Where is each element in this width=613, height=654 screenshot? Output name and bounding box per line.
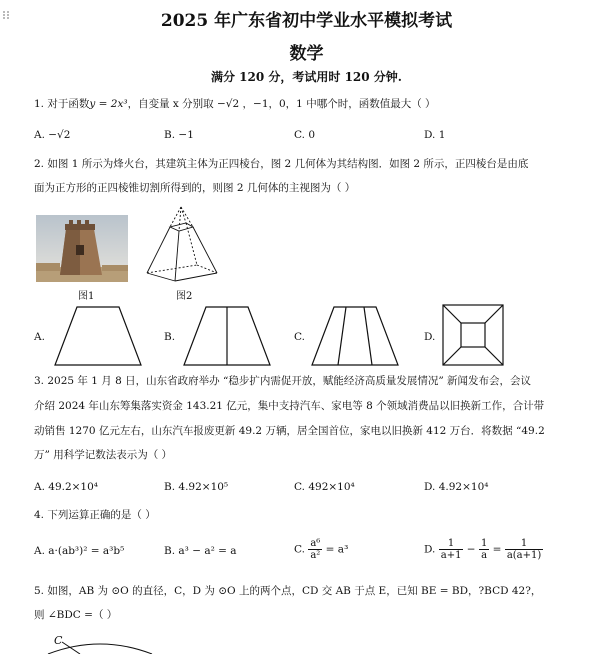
q3-line-3: 动销售 1270 亿元左右，山东汽车报废更新 49.2 万辆，居全国首位，家电以旧换新 412 万台．将数据 “49.2 xyxy=(34,425,545,437)
exam-info: 满分 120 分，考试用时 120 分钟. xyxy=(211,70,402,84)
minus-sign: − xyxy=(466,543,476,556)
q3-option-d[interactable]: D. 4.92×10⁴ xyxy=(424,481,489,493)
beacon-tower-photo xyxy=(36,215,128,282)
q4-option-d[interactable] xyxy=(424,538,543,561)
q5-line-1: 5. 如图，AB 为 ⊙O 的直径，C，D 为 ⊙O 上的两个点，CD 交 AB 于点 E，已知 BE = BD，?BCD 42?， xyxy=(34,585,542,597)
q4-option-c-rhs: = a³ xyxy=(325,543,349,556)
q4-option-d-fraction-2 xyxy=(479,538,489,561)
q3-line-1: 3. 2025 年 1 月 8 日，山东省政府举办 “稳步扩内需促开放，赋能经济高质量发展情况” 新闻发布会，会议 xyxy=(34,375,532,387)
q4-option-b[interactable]: B. a³ − a² = a xyxy=(164,545,237,557)
fraction-denominator: a(a+1) xyxy=(506,550,542,561)
q3-option-a[interactable]: A. 49.2×10⁴ xyxy=(34,481,99,493)
fraction-numerator: 1 xyxy=(505,538,543,550)
q4-option-d-label: D. xyxy=(424,543,436,556)
equals-sign: = xyxy=(492,543,502,556)
q3-option-c[interactable]: C. 492×10⁴ xyxy=(294,481,355,493)
q5-point-c-label: C xyxy=(54,634,63,647)
q1-option-b[interactable]: B. −1 xyxy=(164,129,194,141)
q4-option-d-fraction-1 xyxy=(439,538,464,561)
q2-line-1: 2. 如图 1 所示为烽火台，其建筑主体为正四棱台，图 2 几何体为其结构图．如图 2 所示，正四棱台是由底 xyxy=(34,158,529,170)
q2-option-c-figure[interactable] xyxy=(310,305,400,367)
q1-option-a[interactable]: A. −√2 xyxy=(34,129,71,141)
q1-option-d[interactable]: D. 1 xyxy=(424,129,446,141)
fig2-caption: 图2 xyxy=(176,291,193,302)
fraction-numerator: 1 xyxy=(439,538,464,550)
q2-option-b-label[interactable]: B. xyxy=(164,331,176,343)
q5-circle-figure xyxy=(40,640,160,654)
q1-stem-b: ，自变量 x 分别取 −√2 ，−1，0，1 中哪个时，函数值最大（ ） xyxy=(127,98,436,110)
fraction-denominator: a+1 xyxy=(440,550,462,561)
q1-option-c[interactable]: C. 0 xyxy=(294,129,316,141)
q4-option-d-fraction-3 xyxy=(505,538,543,561)
q5-line-2: 则 ∠BDC =（ ） xyxy=(34,609,118,621)
q3-option-b[interactable]: B. 4.92×10⁵ xyxy=(164,481,229,493)
q1-function: y = 2x³ xyxy=(89,98,128,110)
q1-stem xyxy=(34,97,436,111)
fraction-numerator: 1 xyxy=(480,538,488,549)
q2-option-b-figure[interactable] xyxy=(182,305,272,367)
q4-option-c[interactable] xyxy=(294,538,348,561)
frustum-structure-figure xyxy=(141,205,223,285)
q2-line-2: 面为正方形的正四棱锥切割所得到的，则图 2 几何体的主视图为（ ） xyxy=(34,182,356,194)
q4-option-c-fraction xyxy=(308,538,322,561)
fraction-denominator: a² xyxy=(310,550,321,561)
q2-option-a-label[interactable]: A. xyxy=(34,331,45,343)
q1-stem-a: 1. 对于函数 xyxy=(34,98,90,110)
fraction-numerator: a⁶ xyxy=(310,538,321,549)
fraction-denominator: a xyxy=(481,550,488,561)
q2-option-a-figure[interactable] xyxy=(53,305,143,367)
q3-line-2: 介绍 2024 年山东筹集落实资金 143.21 亿元，集中支持汽车、家电等 8 个领域消费品以旧换新工作，合计带 xyxy=(34,400,545,412)
subject-title: 数学 xyxy=(289,44,324,64)
q4-option-a[interactable]: A. a·(ab³)² = a³b⁵ xyxy=(34,545,125,557)
q4-option-c-label: C. xyxy=(294,543,305,556)
fig1-caption: 图1 xyxy=(78,291,95,302)
exam-title: 2025 年广东省初中学业水平模拟考试 xyxy=(160,11,453,31)
q3-line-4: 万” 用科学记数法表示为（ ） xyxy=(34,449,173,461)
q2-option-d-figure[interactable] xyxy=(441,303,505,367)
q2-option-d-label[interactable]: D. xyxy=(424,331,436,343)
q4-stem: 4. 下列运算正确的是（ ） xyxy=(34,509,156,521)
q2-option-c-label[interactable]: C. xyxy=(294,331,305,343)
